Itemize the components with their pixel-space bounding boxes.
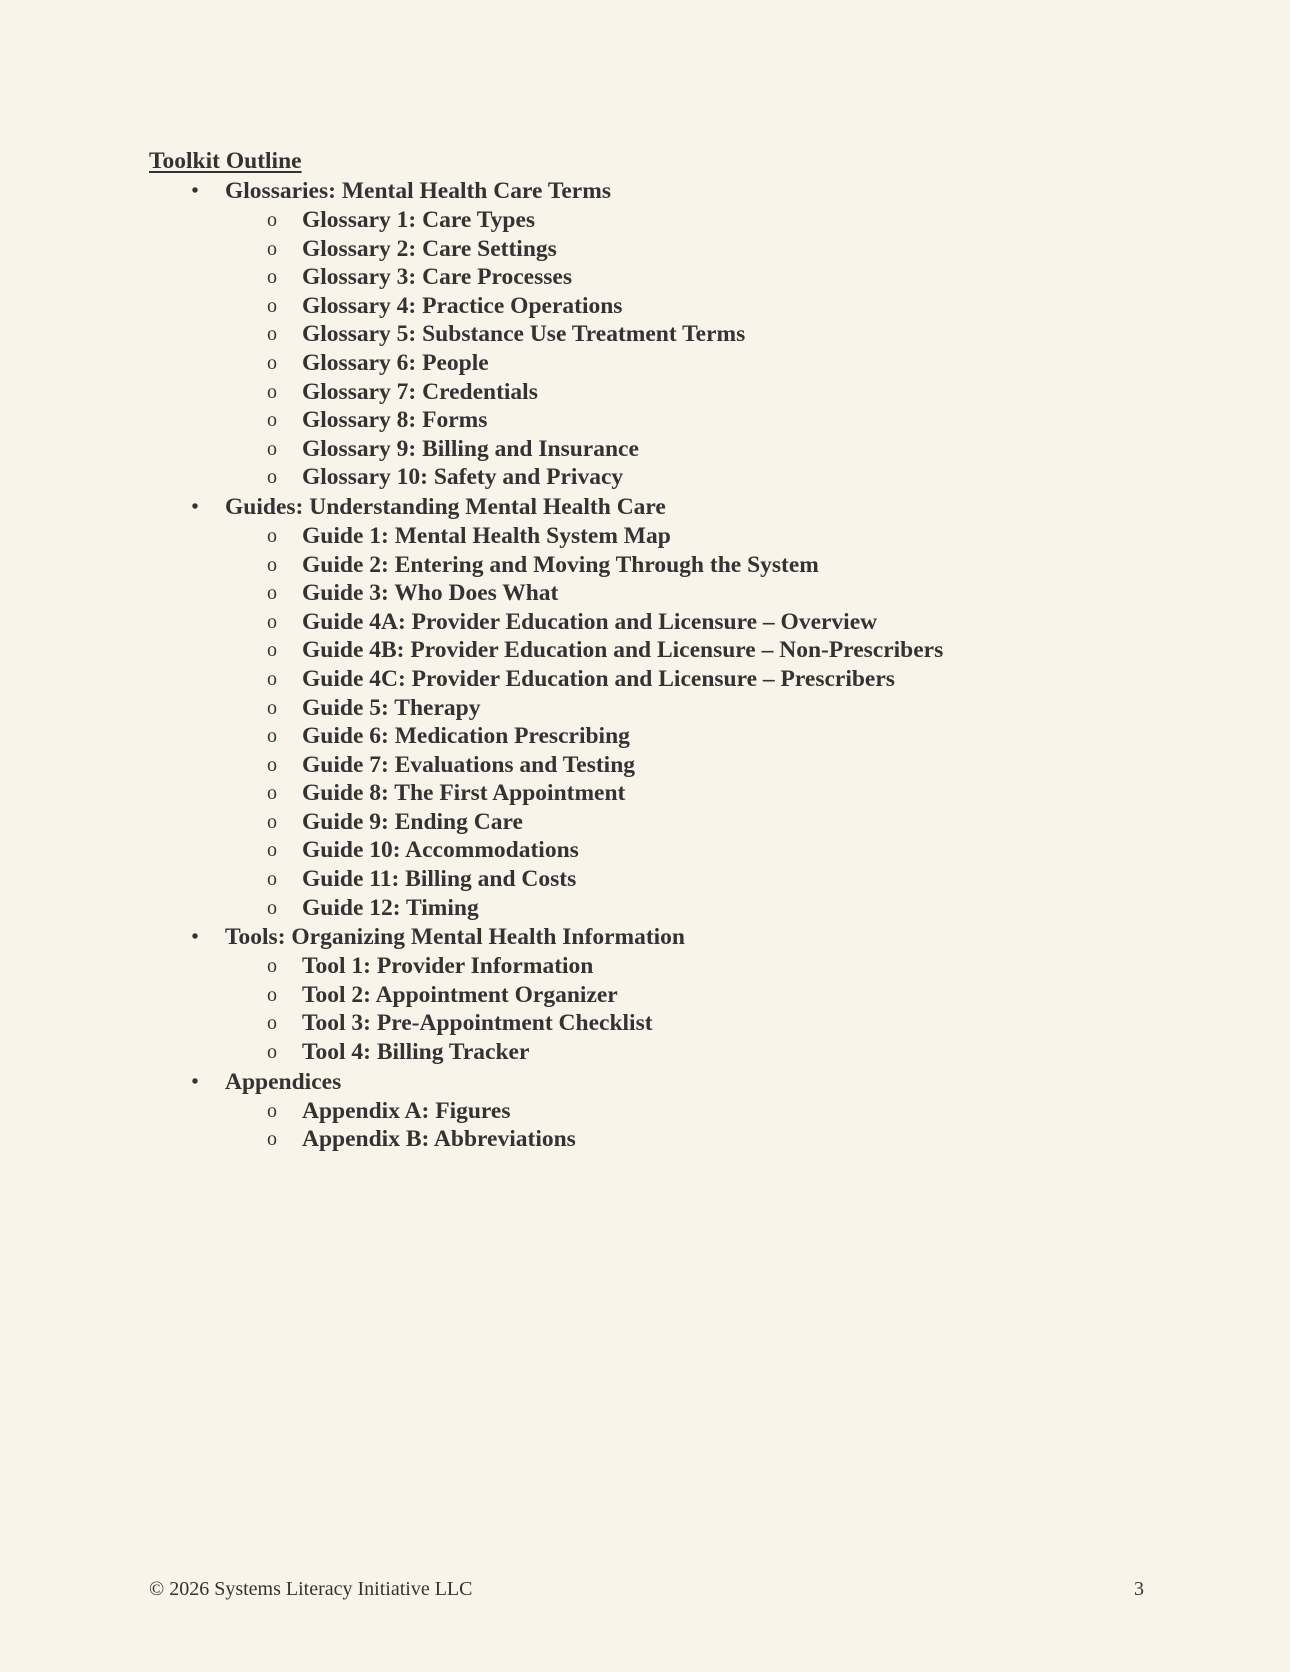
toolkit-outline: [149, 146, 1199, 1154]
section-heading: [149, 922, 1199, 952]
list-item: [149, 292, 1199, 321]
list-item: [149, 579, 1199, 608]
section-label: Appendices: [225, 1068, 342, 1095]
hollow-bullet-icon: o: [267, 868, 277, 891]
list-item-label: Glossary 9: Billing and Insurance: [302, 435, 639, 462]
list-item-label: Glossary 5: Substance Use Treatment Terms: [302, 321, 746, 348]
list-item: [149, 235, 1199, 264]
outline-section: [149, 176, 1199, 492]
list-item-label: Guide 8: The First Appointment: [302, 780, 626, 807]
list-item-label: Tool 3: Pre-Appointment Checklist: [302, 1010, 653, 1037]
list-item-label: Appendix A: Figures: [302, 1097, 511, 1124]
list-item-label: Guide 6: Medication Prescribing: [302, 723, 630, 750]
list-item-label: Glossary 7: Credentials: [302, 378, 538, 405]
hollow-bullet-icon: o: [267, 351, 277, 374]
list-item: [149, 722, 1199, 751]
list-item: [149, 263, 1199, 292]
hollow-bullet-icon: o: [267, 553, 277, 576]
section-heading: [149, 176, 1199, 206]
bullet-icon: •: [191, 1070, 199, 1093]
hollow-bullet-icon: o: [267, 1012, 277, 1035]
bullet-icon: •: [191, 926, 199, 949]
list-item: [149, 406, 1199, 435]
list-item-label: Guide 11: Billing and Costs: [302, 866, 577, 893]
hollow-bullet-icon: o: [267, 1099, 277, 1122]
hollow-bullet-icon: o: [267, 409, 277, 432]
list-item-label: Guide 1: Mental Health System Map: [302, 522, 671, 549]
list-item: [149, 435, 1199, 464]
hollow-bullet-icon: o: [267, 237, 277, 260]
hollow-bullet-icon: o: [267, 209, 277, 231]
bullet-icon: •: [191, 180, 199, 202]
outline-section: [149, 492, 1199, 922]
hollow-bullet-icon: o: [267, 466, 277, 489]
hollow-bullet-icon: o: [267, 955, 277, 978]
section-label: Glossaries: Mental Health Care Terms: [225, 178, 611, 204]
list-item-label: Guide 5: Therapy: [302, 694, 481, 721]
list-item-label: Guide 4B: Provider Education and Licensure – Non-Prescribers: [302, 637, 944, 664]
list-item-label: Tool 4: Billing Tracker: [302, 1039, 530, 1066]
list-item-label: Guide 10: Accommodations: [302, 837, 579, 864]
list-item: [149, 608, 1199, 637]
section-heading: [149, 1067, 1199, 1097]
section-heading: [149, 492, 1199, 522]
list-item: [149, 751, 1199, 780]
list-item: [149, 665, 1199, 694]
list-item-label: Glossary 6: People: [302, 349, 489, 376]
outline-sections: [149, 176, 1199, 1154]
list-item: [149, 551, 1199, 580]
hollow-bullet-icon: o: [267, 266, 277, 289]
list-item-label: Guide 3: Who Does What: [302, 580, 559, 607]
hollow-bullet-icon: o: [267, 639, 277, 662]
hollow-bullet-icon: o: [267, 524, 277, 547]
hollow-bullet-icon: o: [267, 896, 277, 919]
list-item-label: Guide 2: Entering and Moving Through the System: [302, 551, 819, 578]
hollow-bullet-icon: o: [267, 1041, 277, 1064]
list-item-label: Glossary 4: Practice Operations: [302, 292, 623, 319]
list-item: [149, 1097, 1199, 1126]
list-item-label: Glossary 8: Forms: [302, 407, 488, 434]
list-item: [149, 865, 1199, 894]
hollow-bullet-icon: o: [267, 983, 277, 1006]
list-item-label: Appendix B: Abbreviations: [302, 1126, 576, 1153]
section-label: Guides: Understanding Mental Health Care: [225, 493, 666, 520]
list-item-label: Guide 4A: Provider Education and Licensure – Overview: [302, 608, 878, 635]
list-item-label: Glossary 3: Care Processes: [302, 264, 572, 291]
list-item: [149, 349, 1199, 378]
hollow-bullet-icon: o: [267, 810, 277, 833]
list-item: [149, 952, 1199, 981]
list-item-label: Guide 4C: Provider Education and Licensure – Prescribers: [302, 665, 895, 692]
list-item-label: Glossary 1: Care Types: [302, 207, 536, 233]
hollow-bullet-icon: o: [267, 782, 277, 805]
list-item-label: Guide 9: Ending Care: [302, 808, 523, 835]
list-item: [149, 1009, 1199, 1038]
list-item-label: Guide 12: Timing: [302, 894, 479, 921]
hollow-bullet-icon: o: [267, 696, 277, 719]
outline-title: Toolkit Outline: [149, 148, 302, 174]
hollow-bullet-icon: o: [267, 1128, 277, 1151]
hollow-bullet-icon: o: [267, 753, 277, 776]
list-item: [149, 463, 1199, 492]
hollow-bullet-icon: o: [267, 667, 277, 690]
section-item-list: [149, 522, 1199, 922]
list-item-label: Glossary 2: Care Settings: [302, 235, 557, 262]
list-item: [149, 206, 1199, 235]
list-item: [149, 522, 1199, 551]
section-item-list: [149, 952, 1199, 1066]
list-item: [149, 779, 1199, 808]
list-item: [149, 694, 1199, 723]
list-item: [149, 836, 1199, 865]
bullet-icon: •: [191, 495, 199, 518]
footer-copyright: © 2026 Systems Literacy Initiative LLC: [149, 1578, 473, 1600]
list-item: [149, 808, 1199, 837]
outline-section: [149, 1067, 1199, 1154]
list-item: [149, 320, 1199, 349]
list-item-label: Guide 7: Evaluations and Testing: [302, 751, 636, 778]
hollow-bullet-icon: o: [267, 582, 277, 605]
list-item: [149, 981, 1199, 1010]
list-item-label: Tool 2: Appointment Organizer: [302, 981, 618, 1008]
list-item: [149, 1125, 1199, 1154]
hollow-bullet-icon: o: [267, 323, 277, 346]
hollow-bullet-icon: o: [267, 839, 277, 862]
list-item: [149, 1038, 1199, 1067]
list-item: [149, 894, 1199, 923]
list-item: [149, 378, 1199, 407]
section-item-list: [149, 1097, 1199, 1154]
list-item: [149, 636, 1199, 665]
hollow-bullet-icon: o: [267, 610, 277, 633]
hollow-bullet-icon: o: [267, 437, 277, 460]
page-number: 3: [1134, 1578, 1144, 1600]
outline-section: [149, 922, 1199, 1066]
list-item-label: Tool 1: Provider Information: [302, 953, 594, 980]
list-item-label: Glossary 10: Safety and Privacy: [302, 464, 624, 491]
section-label: Tools: Organizing Mental Health Information: [225, 924, 685, 951]
section-item-list: [149, 206, 1199, 492]
hollow-bullet-icon: o: [267, 380, 277, 403]
hollow-bullet-icon: o: [267, 725, 277, 748]
hollow-bullet-icon: o: [267, 294, 277, 317]
